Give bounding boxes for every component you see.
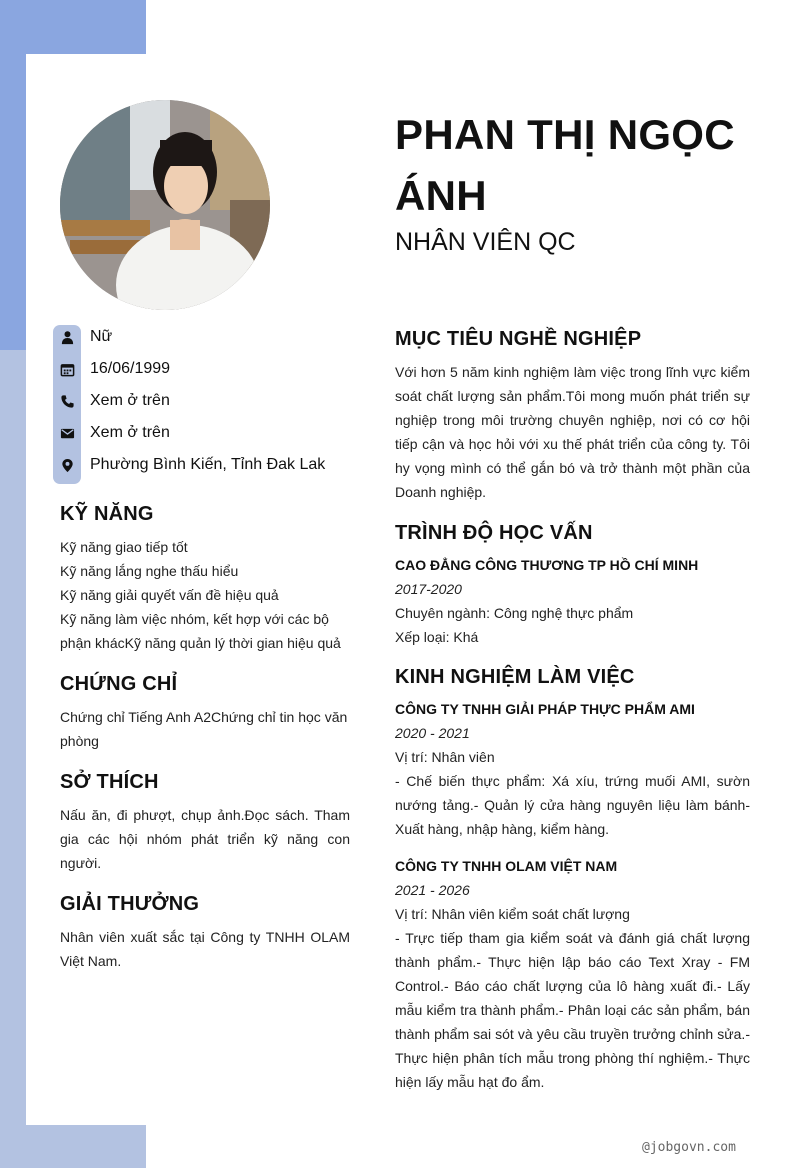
phone-text: Xem ở trên — [90, 392, 170, 409]
phone-icon — [53, 385, 81, 417]
job-period: 2020 - 2021 — [395, 725, 470, 741]
company-name: CÔNG TY TNHH GIẢI PHÁP THỰC PHẨM AMI — [395, 701, 695, 717]
hobbies-heading: SỞ THÍCH — [60, 771, 159, 793]
contact-phone — [53, 385, 170, 417]
skills-list — [60, 535, 350, 655]
awards-heading: GIẢI THƯỞNG — [60, 893, 200, 915]
job-description: - Chế biến thực phẩm: Xá xíu, trứng muối AMI, sườn nướng tảng.- Quản lý cửa hàng nguyên liệu làm bánh- Xuất hàng, nhập hàng, kiểm hàng. — [395, 773, 750, 837]
calendar-icon — [53, 353, 81, 385]
job-period: 2021 - 2026 — [395, 882, 470, 898]
experience-heading: KINH NGHIỆM LÀM VIỆC — [395, 666, 635, 688]
list-item: Kỹ năng lắng nghe thấu hiểu — [60, 563, 239, 579]
list-item: Kỹ năng giải quyết vấn đề hiệu quả — [60, 587, 279, 603]
contact-email — [53, 417, 170, 449]
certificates-text: Chứng chỉ Tiếng Anh A2Chứng chỉ tin học văn phòng — [60, 709, 348, 749]
address-text: Phường Bình Kiến, Tỉnh Đak Lak — [90, 456, 326, 473]
job-position: Vị trí: Nhân viên — [395, 749, 495, 765]
skills-heading: KỸ NĂNG — [60, 503, 154, 525]
hobbies-text: Nấu ăn, đi phượt, chụp ảnh.Đọc sách. Tham gia các hội nhóm phát triển kỹ năng con người. — [60, 807, 350, 871]
profile-photo — [60, 100, 270, 310]
education-heading: TRÌNH ĐỘ HỌC VẤN — [395, 522, 593, 544]
gender-text: Nữ — [90, 328, 113, 345]
candidate-name: PHAN THỊ NGỌC ÁNH — [395, 111, 735, 219]
education-grade: Xếp loại: Khá — [395, 629, 479, 645]
person-icon — [53, 321, 81, 353]
contact-address — [53, 449, 325, 481]
list-item: Kỹ năng làm việc nhóm, kết hợp với các bộ phận khácKỹ năng quản lý thời gian hiệu quả — [60, 611, 341, 651]
job-position: Vị trí: Nhân viên kiểm soát chất lượng — [395, 906, 630, 922]
email-text: Xem ở trên — [90, 424, 170, 441]
certificates-heading: CHỨNG CHỈ — [60, 673, 178, 695]
education-major: Chuyên ngành: Công nghệ thực phẩm — [395, 605, 634, 621]
company-name: CÔNG TY TNHH OLAM VIỆT NAM — [395, 858, 618, 874]
mail-icon — [53, 417, 81, 449]
school-name: CAO ĐẲNG CÔNG THƯƠNG TP HỒ CHÍ MINH — [395, 557, 699, 573]
objective-text: Với hơn 5 năm kinh nghiệm làm việc trong lĩnh vực kiểm soát chất lượng sản phẩm.Tôi mong muốn phát triển sự nghiệp trong môi trường chuyên nghiệp, nơi có cơ hội tiếp cận và học hỏi với xu thế phát triển của công ty. Tôi hy vọng mình có thể gắn bó và trở thành một phần của Doanh nghiệp. — [395, 364, 750, 500]
job-title: NHÂN VIÊN QC — [395, 228, 576, 256]
location-pin-icon — [53, 449, 81, 481]
list-item: Kỹ năng giao tiếp tốt — [60, 539, 188, 555]
education-period: 2017-2020 — [395, 581, 462, 597]
birthday-text: 16/06/1999 — [90, 360, 171, 377]
objective-heading: MỤC TIÊU NGHỀ NGHIỆP — [395, 328, 642, 350]
watermark: @jobgovn.com — [642, 1140, 736, 1155]
awards-text: Nhân viên xuất sắc tại Công ty TNHH OLAM Việt Nam. — [60, 929, 350, 969]
job-description: - Trực tiếp tham gia kiểm soát và đánh giá chất lượng thành phẩm.- Thực hiện lập báo cáo Text Xray - FM Control.- Báo cáo chất lượng của lô hàng xuất đi.- Lấy mẫu kiểm tra thành phẩm.- Phân loại các sản phẩm, bán thành phẩm sai sót và yêu cầu truyền trưởng chỉnh sửa.- Thực hiện phân tích mẫu trong phòng thí nghiệm.- Thực hiện lấy mẫu hạt đo ẩm. — [395, 930, 750, 1090]
contact-birthday — [53, 353, 170, 385]
contact-gender — [53, 321, 112, 353]
